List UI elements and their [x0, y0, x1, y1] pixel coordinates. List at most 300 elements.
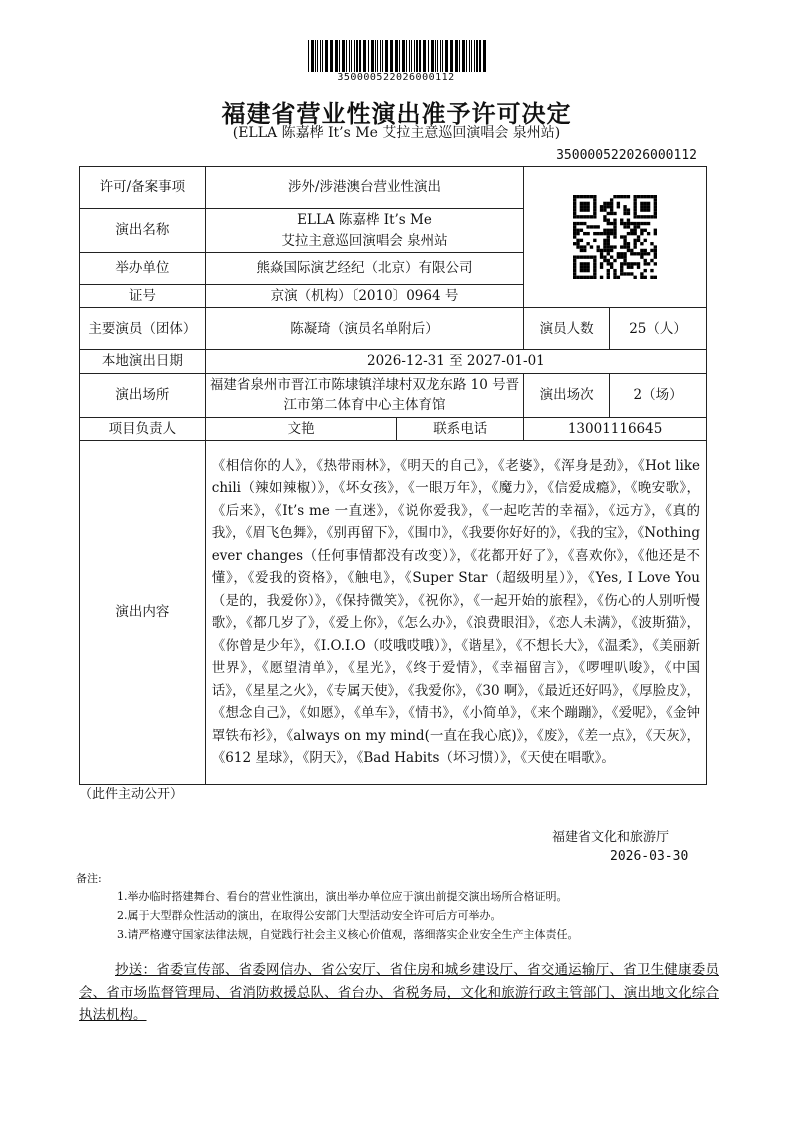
venue-label: 演出场所: [80, 373, 206, 417]
qr-module: [647, 202, 650, 205]
barcode-bar: [322, 40, 323, 72]
qr-module: [576, 222, 579, 225]
qr-module: [623, 222, 626, 225]
barcode-bar: [349, 40, 350, 72]
qr-module: [613, 235, 616, 238]
barcode-bar: [308, 40, 309, 72]
barcode-bar: [371, 40, 374, 72]
show-name-value: [205, 209, 523, 253]
qr-module: [647, 222, 650, 225]
qr-module: [597, 249, 600, 252]
qr-module: [607, 249, 610, 252]
qr-module: [603, 202, 606, 205]
manager-value: 文艳: [205, 417, 397, 440]
qr-module: [573, 259, 576, 262]
phone-label: 联系电话: [397, 417, 524, 440]
barcode-bar: [431, 40, 434, 72]
performers-label: 主要演员（团体）: [80, 308, 206, 350]
qr-module: [590, 215, 593, 218]
qr-module: [603, 249, 606, 252]
qr-module: [607, 246, 610, 249]
qr-module: [573, 215, 576, 218]
qr-module: [644, 276, 647, 279]
qr-module: [644, 252, 647, 255]
qr-module: [647, 215, 650, 218]
barcode-bar: [342, 40, 345, 72]
qr-module: [620, 269, 623, 272]
qr-module: [607, 272, 610, 275]
qr-module: [583, 205, 586, 208]
qr-module: [580, 266, 583, 269]
qr-module: [610, 222, 613, 225]
qr-module: [580, 239, 583, 242]
qr-module: [637, 239, 640, 242]
qr-module: [580, 249, 583, 252]
barcode-bar: [395, 40, 398, 72]
qr-module: [640, 276, 643, 279]
qr-module: [634, 262, 637, 265]
qr-module: [640, 195, 643, 198]
qr-module: [654, 276, 657, 279]
barcode-bar: [428, 40, 429, 72]
qr-module: [580, 205, 583, 208]
qr-module: [587, 225, 590, 228]
qr-module: [634, 276, 637, 279]
qr-module: [620, 272, 623, 275]
qr-module: [627, 222, 630, 225]
qr-module: [620, 252, 623, 255]
barcode-bar: [437, 40, 438, 72]
qr-module: [634, 232, 637, 235]
qr-module: [573, 256, 576, 259]
qr-module: [640, 256, 643, 259]
show-name-line1: ELLA 陈嘉桦 It’s Me: [297, 212, 432, 229]
barcode-bar: [445, 40, 448, 72]
qr-module: [640, 242, 643, 245]
qr-module: [627, 232, 630, 235]
barcode-bar: [462, 40, 465, 72]
qr-module: [623, 259, 626, 262]
qr-module: [580, 222, 583, 225]
qr-module: [654, 249, 657, 252]
qr-module: [634, 246, 637, 249]
content-label: 演出内容: [80, 440, 206, 784]
qr-module: [573, 269, 576, 272]
date-value: 2026-12-31 至 2027-01-01: [205, 350, 706, 373]
qr-module: [593, 256, 596, 259]
qr-module: [644, 195, 647, 198]
qr-module: [654, 202, 657, 205]
qr-module: [597, 246, 600, 249]
qr-module: [654, 252, 657, 255]
remark-item: 2.属于大型群众性活动的演出，在取得公安部门大型活动安全许可后方可举办。: [117, 909, 502, 922]
qr-module: [637, 252, 640, 255]
barcode-bar: [380, 40, 381, 72]
barcode-bar: [423, 40, 426, 72]
organizer-label: 举办单位: [80, 253, 206, 285]
qr-module: [583, 232, 586, 235]
document-title: 福建省营业性演出准予许可决定: [221, 99, 572, 128]
barcode-bar: [466, 40, 467, 72]
qr-module: [650, 259, 653, 262]
qr-module: [576, 229, 579, 232]
qr-module: [610, 249, 613, 252]
qr-module: [630, 249, 633, 252]
qr-module: [610, 229, 613, 232]
qr-module: [634, 215, 637, 218]
barcode-bar: [311, 40, 314, 72]
qr-module: [607, 276, 610, 279]
barcode-bar: [419, 40, 421, 72]
qr-module: [613, 225, 616, 228]
qr-module: [610, 198, 613, 201]
qr-module: [613, 276, 616, 279]
qr-module: [593, 239, 596, 242]
license-table: [79, 166, 707, 785]
qr-module: [613, 232, 616, 235]
qr-module: [644, 205, 647, 208]
qr-module: [576, 276, 579, 279]
qr-module: [597, 225, 600, 228]
qr-module: [593, 262, 596, 265]
qr-module: [654, 209, 657, 212]
qr-module: [630, 232, 633, 235]
qr-module: [640, 202, 643, 205]
qr-module: [587, 256, 590, 259]
qr-module: [654, 262, 657, 265]
qr-module: [593, 195, 596, 198]
qr-module: [573, 235, 576, 238]
qr-module: [623, 209, 626, 212]
barcode-bar: [335, 40, 338, 72]
qr-module: [583, 195, 586, 198]
qr-module: [590, 225, 593, 228]
qr-module: [583, 215, 586, 218]
barcode-bar: [385, 40, 388, 72]
qr-module: [580, 246, 583, 249]
qr-module: [580, 276, 583, 279]
qr-module: [613, 272, 616, 275]
qr-module: [610, 232, 613, 235]
qr-module: [644, 209, 647, 212]
qr-module: [607, 235, 610, 238]
qr-module: [623, 256, 626, 259]
qr-module: [650, 276, 653, 279]
manager-label: 项目负责人: [80, 417, 206, 440]
qr-module: [644, 262, 647, 265]
cert-value: 京演（机构）〔2010〕0964 号: [205, 285, 523, 308]
barcode-bar: [469, 40, 470, 72]
qr-module: [650, 249, 653, 252]
barcode-bar: [406, 40, 407, 72]
qr-module: [613, 219, 616, 222]
qr-module: [630, 266, 633, 269]
qr-module: [603, 239, 606, 242]
barcode-bar: [320, 40, 321, 72]
qr-module: [583, 276, 586, 279]
qr-module: [600, 249, 603, 252]
qr-module: [583, 249, 586, 252]
qr-module: [600, 256, 603, 259]
qr-module: [593, 225, 596, 228]
qr-module: [600, 252, 603, 255]
qr-module: [654, 232, 657, 235]
qr-module: [603, 246, 606, 249]
qr-module: [573, 229, 576, 232]
qr-module: [627, 266, 630, 269]
qr-module: [607, 262, 610, 265]
qr-module: [640, 272, 643, 275]
barcode-bar: [471, 40, 472, 72]
qr-module: [623, 242, 626, 245]
qr-code-cell: [524, 167, 707, 308]
barcode-number: 350000522026000112: [337, 72, 455, 83]
qr-module: [603, 242, 606, 245]
qr-module: [593, 232, 596, 235]
qr-code: [573, 195, 657, 279]
qr-module: [654, 198, 657, 201]
qr-module: [587, 266, 590, 269]
qr-module: [644, 215, 647, 218]
qr-module: [603, 229, 606, 232]
qr-module: [627, 209, 630, 212]
qr-module: [607, 269, 610, 272]
barcode-bar: [440, 40, 441, 72]
barcode-bar: [315, 40, 316, 72]
qr-module: [627, 242, 630, 245]
qr-module: [647, 209, 650, 212]
qr-module: [634, 229, 637, 232]
qr-module: [640, 215, 643, 218]
remarks-list: [117, 887, 579, 944]
qr-module: [627, 225, 630, 228]
qr-module: [600, 262, 603, 265]
qr-module: [647, 262, 650, 265]
barcode-bar: [476, 40, 478, 72]
qr-module: [607, 252, 610, 255]
show-name-label: 演出名称: [80, 209, 206, 253]
qr-module: [587, 242, 590, 245]
qr-module: [654, 195, 657, 198]
qr-module: [613, 222, 616, 225]
qr-module: [587, 276, 590, 279]
qr-module: [613, 195, 616, 198]
qr-module: [620, 235, 623, 238]
qr-module: [630, 222, 633, 225]
barcode-graphic: [306, 40, 486, 72]
barcode-bar: [414, 40, 415, 72]
qr-module: [627, 212, 630, 215]
barcode-bar: [354, 40, 355, 72]
qr-module: [613, 212, 616, 215]
qr-module: [587, 269, 590, 272]
qr-module: [580, 209, 583, 212]
date-label: 本地演出日期: [80, 350, 206, 373]
qr-module: [647, 195, 650, 198]
qr-module: [610, 209, 613, 212]
qr-module: [644, 269, 647, 272]
qr-module: [580, 262, 583, 265]
qr-module: [590, 256, 593, 259]
qr-module: [623, 225, 626, 228]
qr-module: [634, 205, 637, 208]
barcode-bar: [368, 40, 369, 72]
qr-module: [587, 232, 590, 235]
qr-module: [634, 222, 637, 225]
barcode-bar: [455, 40, 458, 72]
qr-module: [640, 205, 643, 208]
barcode-bar: [459, 40, 460, 72]
qr-module: [587, 209, 590, 212]
qr-module: [627, 272, 630, 275]
cc-distribution: 抄送：省委宣传部、省委网信办、省公安厅、省住房和城乡建设厅、省交通运输厅、省卫生健康委员会、省市场监督管理局、省消防救援总队、省台办、省税务局，文化和旅游行政主管部门、演出地文化综合执法机构。: [79, 962, 719, 1023]
qr-module: [650, 269, 653, 272]
qr-module: [617, 256, 620, 259]
qr-module: [640, 229, 643, 232]
remark-item: 1.举办临时搭建舞台、看台的营业性演出，演出举办单位应于演出前提交演出场所合格证明。: [117, 890, 568, 903]
qr-module: [603, 256, 606, 259]
qr-module: [640, 222, 643, 225]
remark-item: 3.请严格遵守国家法律法规，自觉践行社会主义核心价值观，落细落实企业安全生产主体责任。: [117, 928, 579, 941]
qr-module: [573, 202, 576, 205]
qr-module: [634, 212, 637, 215]
qr-module: [620, 256, 623, 259]
qr-module: [607, 232, 610, 235]
qr-module: [603, 259, 606, 262]
qr-module: [627, 219, 630, 222]
qr-module: [654, 256, 657, 259]
barcode-bar: [402, 40, 405, 72]
qr-module: [647, 232, 650, 235]
qr-module: [617, 205, 620, 208]
qr-module: [617, 195, 620, 198]
qr-module: [617, 202, 620, 205]
qr-module: [593, 276, 596, 279]
qr-module: [623, 205, 626, 208]
phone-value: 13001116645: [524, 417, 707, 440]
qr-module: [634, 198, 637, 201]
qr-module: [573, 232, 576, 235]
qr-module: [607, 212, 610, 215]
qr-module: [603, 215, 606, 218]
qr-module: [644, 249, 647, 252]
performer-count-value: 25（人）: [610, 308, 707, 350]
barcode-bar: [356, 40, 358, 72]
qr-module: [576, 246, 579, 249]
qr-module: [593, 266, 596, 269]
qr-module: [650, 215, 653, 218]
qr-module: [593, 198, 596, 201]
qr-module: [650, 242, 653, 245]
qr-module: [580, 195, 583, 198]
sessions-label: 演出场次: [524, 373, 610, 417]
document-subtitle: (ELLA 陈嘉桦 It’s Me 艾拉主意巡回演唱会 泉州站): [232, 125, 561, 141]
qr-module: [600, 276, 603, 279]
barcode-bar: [399, 40, 400, 72]
barcode-bar: [390, 40, 393, 72]
barcode-bar: [359, 40, 361, 72]
qr-module: [630, 272, 633, 275]
performer-count-label: 演员人数: [524, 308, 610, 350]
qr-module: [634, 225, 637, 228]
qr-module: [620, 262, 623, 265]
qr-module: [587, 215, 590, 218]
content-value: 《相信你的人》，《热带雨林》，《明天的自己》，《老婆》，《浑身是劲》，《Hot like chili（辣如辣椒）》，《坏女孩》，《一眼万年》，《魔力》，《信爱成瘾》，《晚安歌》，《后来》，《It’s me 一直迷》，《说你爱我》，《一起吃苦的幸福》，《远方》，《真的我》，《眉飞色舞》，《别再留下》，《围巾》，《我要你好好的》，《我的宝》，《Nothing ever changes（任何事情都没有改变）》，《花都开好了》，《喜欢你》，《他还是不懂》，《爱我的资格》，《触电》，《Super Star（超级明星）》，《Yes, I Love You（是的，我爱你）》，《保持微笑》，《祝你》，《一起开始的旅程》，《伤心的人别听慢歌》，《都几岁了》，《爱上你》，《怎么办》，《浪费眼泪》，《恋人未满》，《波斯猫》，《你曾是少年》，《I.O.I.O（哎哦哎哦）》，《谐星》，《不想长大》，《温柔》，《美丽新世界》，《愿望清单》，《星光》，《终于爱情》，《幸福留言》，《啰哩叭唆》，《中国话》，《星星之火》，《专属天使》，《我爱你》，《30 啊》，《最近还好吗》，《厚脸皮》，《想念自己》，《如愿》，《单车》，《情书》，《小简单》，《来个蹦蹦》，《爱呢》，《金钟罩铁布衫》，《always on my mind(一直在我心底)》，《废》，《差一点》，《天灰》，《612 星球》，《阴天》，《Bad Habits（坏习惯）》，《天使在唱歌》。: [205, 440, 706, 784]
document-number: 350000522026000112: [556, 148, 697, 163]
cert-label: 证号: [80, 285, 206, 308]
qr-module: [573, 266, 576, 269]
qr-module: [610, 266, 613, 269]
qr-module: [587, 262, 590, 265]
qr-module: [573, 212, 576, 215]
qr-module: [630, 229, 633, 232]
qr-module: [627, 195, 630, 198]
license-type-label: 许可/备案事项: [80, 167, 206, 209]
barcode-bar: [377, 40, 378, 72]
qr-module: [623, 262, 626, 265]
qr-module: [603, 209, 606, 212]
qr-module: [640, 232, 643, 235]
qr-module: [617, 276, 620, 279]
qr-module: [630, 262, 633, 265]
qr-module: [590, 276, 593, 279]
qr-module: [583, 262, 586, 265]
qr-module: [576, 195, 579, 198]
qr-module: [610, 205, 613, 208]
qr-module: [613, 246, 616, 249]
qr-module: [627, 249, 630, 252]
qr-module: [630, 252, 633, 255]
qr-module: [610, 202, 613, 205]
barcode-bar: [450, 40, 453, 72]
barcode-bar: [442, 40, 443, 72]
qr-module: [634, 252, 637, 255]
performers-value: 陈凝琦（演员名单附后）: [205, 308, 523, 350]
qr-module: [603, 205, 606, 208]
qr-module: [593, 272, 596, 275]
qr-module: [640, 209, 643, 212]
qr-module: [597, 232, 600, 235]
qr-module: [607, 202, 610, 205]
qr-module: [623, 246, 626, 249]
qr-module: [580, 215, 583, 218]
barcode-bar: [317, 40, 318, 72]
qr-module: [644, 259, 647, 262]
barcode-bar: [479, 40, 481, 72]
qr-module: [590, 195, 593, 198]
qr-module: [607, 242, 610, 245]
qr-module: [593, 209, 596, 212]
qr-module: [640, 249, 643, 252]
qr-module: [607, 239, 610, 242]
qr-module: [610, 262, 613, 265]
qr-module: [617, 252, 620, 255]
qr-module: [620, 195, 623, 198]
qr-module: [576, 239, 579, 242]
qr-module: [580, 256, 583, 259]
qr-module: [583, 246, 586, 249]
qr-module: [634, 209, 637, 212]
qr-module: [603, 232, 606, 235]
qr-module: [580, 269, 583, 272]
qr-module: [573, 205, 576, 208]
qr-module: [634, 202, 637, 205]
qr-module: [634, 242, 637, 245]
show-name-line2: 艾拉主意巡回演唱会 泉州站: [281, 232, 448, 249]
qr-module: [637, 235, 640, 238]
qr-module: [600, 205, 603, 208]
qr-module: [593, 259, 596, 262]
